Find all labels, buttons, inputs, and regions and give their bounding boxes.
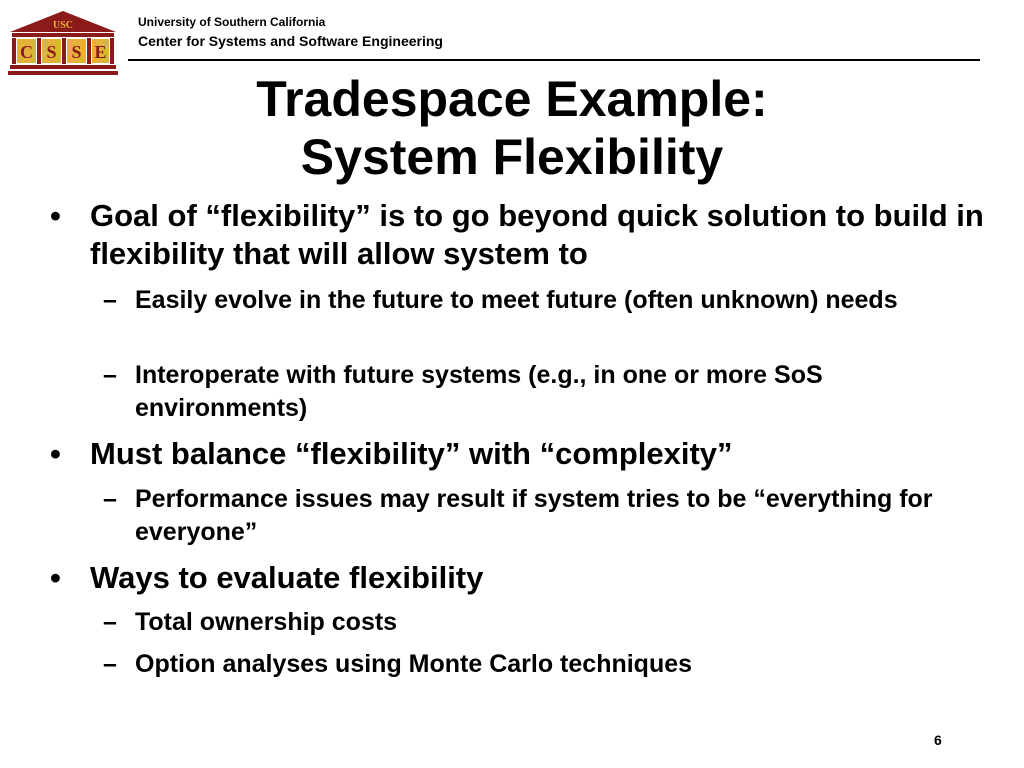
logo-letter: C [20,42,33,62]
bullet-item [50,559,990,597]
sub-bullet-item [103,483,955,549]
bullet-marker: • [50,198,61,233]
bullet-item [50,197,990,273]
bullet-marker: • [50,560,61,595]
sub-bullet-item [103,606,955,639]
sub-bullet-item [103,284,955,317]
sub-bullet-text: Performance issues may result if system tries to be “everything for everyone” [135,485,933,546]
sub-bullet-text: Interoperate with future systems (e.g., in one or more SoS environments) [135,361,823,422]
bullet-text: Must balance “flexibility” with “complexity” [90,436,733,471]
sub-bullet-marker: – [103,608,117,636]
logo-letter: E [94,42,107,62]
header-org-name: University of Southern California [138,15,326,29]
bullet-item [50,435,990,473]
slide-title-line2: System Flexibility [300,129,724,185]
bullet-text: Ways to evaluate flexibility [90,560,484,595]
header-dept-name: Center for Systems and Software Engineering [138,33,443,49]
bullet-text: Goal of “flexibility” is to go beyond quick solution to build in flexibility that will allow system to [90,198,984,271]
sub-bullet-text: Option analyses using Monte Carlo techniques [135,650,693,678]
sub-bullet-text: Total ownership costs [135,608,398,636]
logo-usc-text: USC [52,20,74,31]
sub-bullet-item [103,359,955,425]
logo-letter: S [46,42,57,62]
sub-bullet-marker: – [103,286,117,314]
slide-title-line1: Tradespace Example: [256,71,768,127]
sub-bullet-text: Easily evolve in the future to meet future (often unknown) needs [135,286,898,314]
logo-letter: S [71,42,82,62]
sub-bullet-marker: – [103,361,117,389]
sub-bullet-marker: – [103,650,117,678]
sub-bullet-marker: – [103,485,117,513]
sub-bullet-item [103,648,955,681]
bullet-marker: • [50,436,61,471]
page-number: 6 [934,732,942,748]
